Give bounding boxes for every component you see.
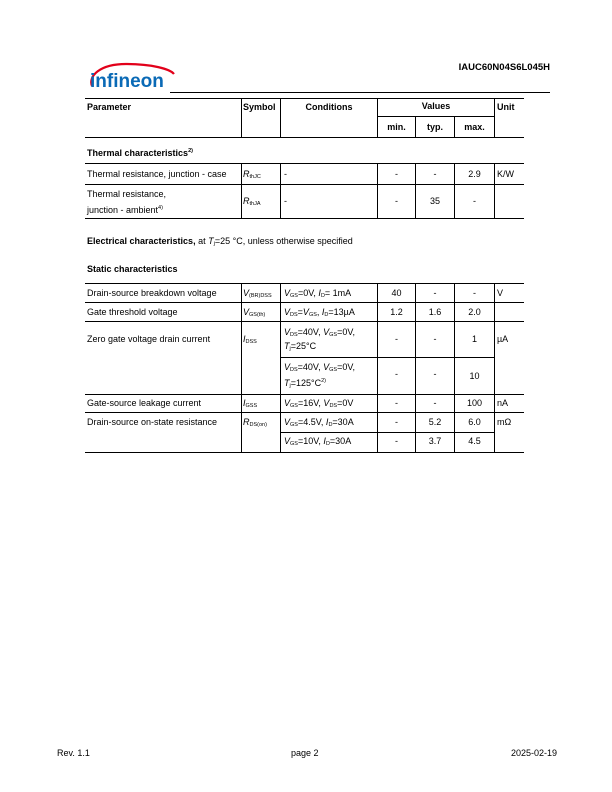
table-column-rule [454,163,455,218]
idss-symbol: IDSS [243,334,257,345]
col-min: min. [387,122,406,132]
col-symbol: Symbol [243,102,276,112]
section-static: Static characteristics [87,264,178,274]
igss-conditions: VGS=16V, VDS=0V [284,398,354,409]
table-column-rule [415,283,416,452]
vbr-symbol: V(BR)DSS [243,288,272,299]
table-column-rule [280,163,281,218]
rds-cond-2: VGS=10V, ID=30A [284,436,352,447]
table-row-rule [85,218,524,219]
table-column-rule [454,116,455,137]
table-column-rule [415,116,416,137]
table-column-rule [494,163,495,218]
table-top-rule [85,98,524,99]
table-row-rule [85,452,524,453]
header-bottom-rule [85,137,524,138]
footer-date: 2025-02-19 [510,748,557,758]
vth-conditions: VDS=VGS, ID=13µA [284,307,355,318]
table-row-rule [85,321,524,322]
footer-rev: Rev. 1.1 [57,748,90,758]
infineon-logo [86,60,176,96]
rds-symbol: RDS(on) [243,417,267,428]
table-column-rule [377,163,378,218]
igss-param: Gate-source leakage current [87,398,202,408]
table-column-rule [241,163,242,218]
idss-cond-2a: VDS=40V, VGS=0V, [284,362,356,373]
table-column-rule [280,283,281,452]
table-column-rule [241,98,242,137]
vbr-param: Drain-source breakdown voltage [87,288,217,298]
idss-cond-1a: VDS=40V, VGS=0V, [284,327,356,338]
vth-param: Gate threshold voltage [87,307,178,317]
col-parameter: Parameter [87,102,132,112]
table-row-rule [85,283,524,284]
section-electrical: Electrical characteristics, at Tj=25 °C, unless otherwise specified [87,236,353,247]
part-number: IAUC60N04S6L045H [458,62,550,73]
rthjc-symbol: RthJC [243,169,261,180]
col-values: Values [421,101,451,111]
section-thermal: Thermal characteristics$^{2)}$ [87,148,193,158]
col-max: max. [464,122,485,132]
table-row-rule [280,432,494,433]
igss-symbol: IGSS [243,398,258,409]
col-typ: typ. [426,122,443,132]
logo-wordmark: infineon [90,71,164,92]
table-column-rule [415,163,416,218]
rthja-symbol: RthJA [243,196,261,207]
table-column-rule [241,283,242,452]
table-column-rule [377,283,378,452]
rds-param: Drain-source on-state resistance [87,417,218,427]
values-subrule [378,116,494,117]
col-unit: Unit [497,102,515,112]
table-row-rule [85,184,524,185]
table-column-rule [494,283,495,452]
header-rule [170,92,550,93]
table-column-rule [454,283,455,452]
rthja-param-1: Thermal resistance, [87,189,167,199]
idss-cond-1b: Tj=25°C [284,341,317,352]
table-row-rule [85,412,524,413]
table-column-rule [377,98,378,137]
idss-param: Zero gate voltage drain current [87,334,211,344]
col-conditions: Conditions [305,102,353,112]
rthjc-param: Thermal resistance, junction - case [87,169,227,179]
rthja-param-2: junction - ambient$^{4)}$ [87,205,163,215]
table-row-rule [85,394,524,395]
vth-symbol: VGS(th) [243,307,266,318]
idss-cond-2b: $Tj=125^\circ C^{2)}$ [284,378,326,389]
rds-cond-1: VGS=4.5V, ID=30A [284,417,354,428]
table-row-rule [280,357,494,358]
vbr-conditions: VGS=0V, ID= 1mA [284,288,352,299]
footer-page: page 2 [291,748,319,758]
table-row-rule [85,302,524,303]
table-column-rule [280,98,281,137]
table-column-rule [494,98,495,137]
table-row-rule [85,163,524,164]
